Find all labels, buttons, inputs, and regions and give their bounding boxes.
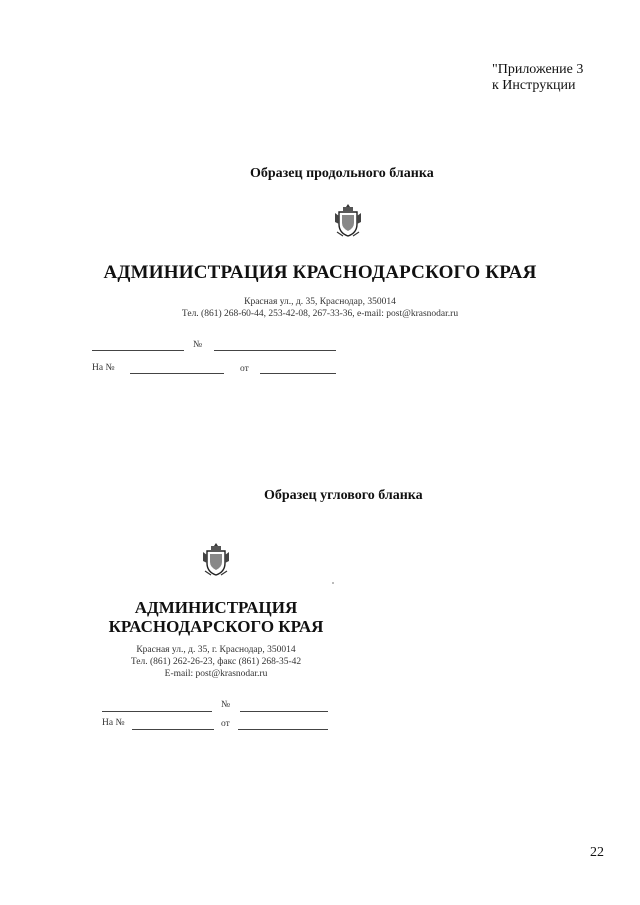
appendix-line-1: "Приложение 3 [492,62,584,77]
address-line: Красная ул., д. 35, Краснодар, 350014 [244,297,396,307]
corner-blank-title: Образец углового бланка [264,488,423,503]
reference-number-field-line[interactable] [130,373,224,374]
reference-label: На № [102,718,125,728]
number-label: № [193,340,203,350]
from-label: от [221,719,230,729]
org-name-line-1: АДМИНИСТРАЦИЯ [134,598,298,617]
coat-of-arms-icon [333,203,363,239]
organization-name: АДМИНИСТРАЦИЯ КРАСНОДАРСКОГО КРАЯ [103,262,537,283]
coat-of-arms-icon [201,542,231,578]
appendix-line-2: к Инструкции [492,78,576,93]
address-line: Красная ул., д. 35, г. Краснодар, 350014 [136,645,296,655]
contacts-line: Тел. (861) 268-60-44, 253-42-08, 267-33-36, e-mail: post@krasnodar.ru [181,309,459,319]
organization-name-corner [100,598,332,636]
date-field-line[interactable] [102,711,212,712]
number-label: № [221,700,231,710]
page-number: 22 [590,845,604,860]
reference-date-field-line[interactable] [238,729,328,730]
org-name-line-2: КРАСНОДАРСКОГО КРАЯ [108,617,324,636]
organization-address [0,296,640,320]
number-field-line[interactable] [240,711,328,712]
organization-address-corner [100,644,332,680]
reference-date-field-line[interactable] [260,373,336,374]
date-field-line[interactable] [92,350,184,351]
email-line: E-mail: post@krasnodar.ru [164,669,268,679]
appendix-heading [492,62,583,94]
scan-speck [332,582,334,584]
number-field-line[interactable] [214,350,336,351]
phone-line: Тел. (861) 262-26-23, факс (861) 268-35-42 [130,657,302,667]
reference-label: На № [92,363,115,373]
reference-number-field-line[interactable] [132,729,214,730]
from-label: от [240,364,249,374]
longitudinal-blank-title: Образец продольного бланка [250,166,434,181]
